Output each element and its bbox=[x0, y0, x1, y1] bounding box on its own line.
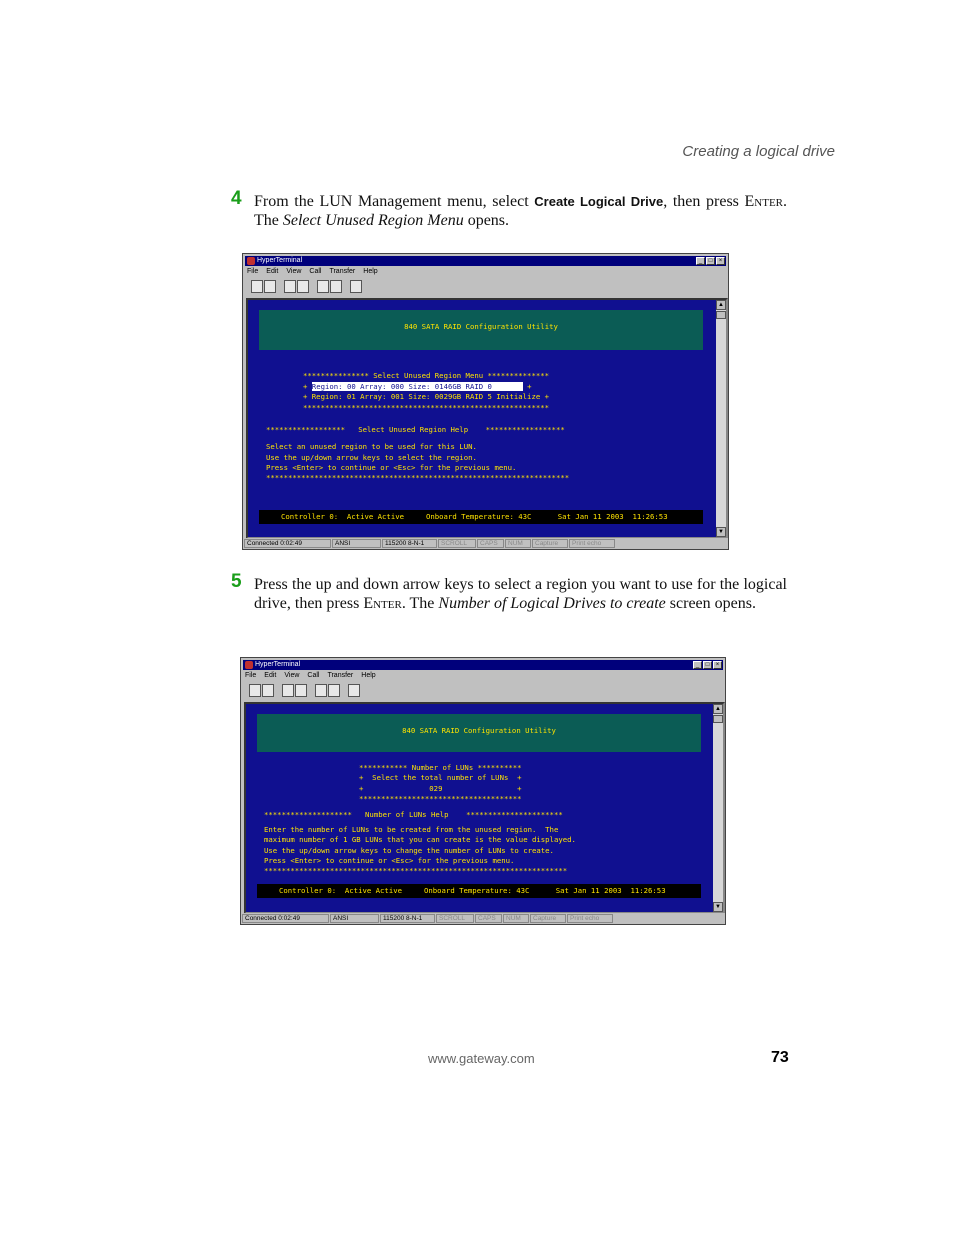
vertical-scrollbar[interactable] bbox=[713, 704, 723, 912]
print-echo-indicator: Print echo bbox=[567, 914, 613, 923]
controller-status: Controller 0: Active Active Onboard Temperature: 43C Sat Jan 11 2003 11:26:53 bbox=[257, 884, 701, 898]
help-line: Use the up/down arrow keys to select the region. bbox=[266, 453, 477, 462]
open-icon[interactable] bbox=[264, 280, 276, 293]
window-status-bar bbox=[243, 538, 728, 549]
menu-edit[interactable]: Edit bbox=[266, 268, 279, 275]
terminal-frame bbox=[244, 702, 725, 914]
num-indicator: NUM bbox=[505, 539, 531, 548]
menu-file[interactable]: File bbox=[245, 672, 257, 679]
minimize-icon[interactable]: _ bbox=[693, 661, 702, 669]
selected-region-line: + Region: 00 Array: 000 Size: 0146GB RAID 0 + bbox=[303, 382, 532, 391]
caps-indicator: CAPS bbox=[475, 914, 502, 923]
port-settings: 115200 8-N-1 bbox=[380, 914, 435, 923]
scroll-down-icon[interactable]: ▼ bbox=[713, 902, 723, 912]
lun-count-line[interactable]: + 029 + bbox=[359, 784, 522, 793]
controller-status: Controller 0: Active Active Onboard Temperature: 43C Sat Jan 11 2003 11:26:53 bbox=[259, 510, 703, 524]
caps-indicator: CAPS bbox=[477, 539, 504, 548]
window-title: HyperTerminal bbox=[257, 257, 303, 264]
close-icon[interactable]: × bbox=[716, 257, 725, 265]
print-echo-indicator: Print echo bbox=[569, 539, 615, 548]
menu-view[interactable]: View bbox=[284, 672, 300, 679]
scroll-up-icon[interactable]: ▲ bbox=[716, 300, 726, 310]
num-indicator: NUM bbox=[503, 914, 529, 923]
connected-time: Connected 0:02:49 bbox=[244, 539, 331, 548]
help-line: Use the up/down arrow keys to change the number of LUNs to create. bbox=[264, 846, 554, 855]
help-line: Select an unused region to be used for this LUN. bbox=[266, 442, 477, 451]
title-bar bbox=[245, 256, 726, 266]
emulation: ANSI bbox=[330, 914, 379, 923]
page-number: 73 bbox=[771, 1049, 789, 1066]
help-line: Press <Enter> to continue or <Esc> for the previous menu. bbox=[264, 856, 515, 865]
receive-icon[interactable] bbox=[328, 684, 340, 697]
window-title: HyperTerminal bbox=[255, 661, 301, 668]
hyperterminal-icon bbox=[245, 661, 253, 669]
properties-icon[interactable] bbox=[350, 280, 362, 293]
key-name: Enter bbox=[363, 595, 402, 612]
port-settings: 115200 8-N-1 bbox=[382, 539, 437, 548]
hyperterminal-window-1 bbox=[242, 253, 729, 550]
help-line: Press <Enter> to continue or <Esc> for the previous menu. bbox=[266, 463, 517, 472]
properties-icon[interactable] bbox=[348, 684, 360, 697]
selected-region[interactable]: Region: 00 Array: 000 Size: 0146GB RAID 0 bbox=[311, 382, 523, 391]
help-footer-line: ********************************************************************* bbox=[266, 473, 570, 482]
scroll-down-icon[interactable]: ▼ bbox=[716, 527, 726, 537]
menu-transfer[interactable]: Transfer bbox=[327, 672, 354, 679]
menu-transfer[interactable]: Transfer bbox=[329, 268, 356, 275]
connect-icon[interactable] bbox=[282, 684, 294, 697]
hyperterminal-window-2 bbox=[240, 657, 726, 925]
hyperterminal-icon bbox=[247, 257, 255, 265]
banner: 840 SATA RAID Configuration Utility bbox=[259, 310, 703, 350]
menu-edit[interactable]: Edit bbox=[264, 672, 277, 679]
menu-help[interactable]: Help bbox=[363, 268, 378, 275]
disconnect-icon[interactable] bbox=[295, 684, 307, 697]
step-number: 4 bbox=[231, 188, 242, 209]
window-status-bar bbox=[241, 913, 725, 924]
step-text: From the LUN Management menu, select Create Logical Drive, then press Enter. The Select Unused Region Menu opens. bbox=[254, 193, 788, 229]
receive-icon[interactable] bbox=[330, 280, 342, 293]
help-header-line: ****************** Select Unused Region Help ****************** bbox=[266, 425, 565, 434]
screen-name: Number of Logical Drives to create bbox=[438, 595, 666, 612]
new-connection-icon[interactable] bbox=[251, 280, 263, 293]
key-name: Enter bbox=[744, 193, 784, 210]
maximize-icon[interactable]: □ bbox=[706, 257, 715, 265]
banner: 840 SATA RAID Configuration Utility bbox=[257, 714, 701, 752]
menu-call[interactable]: Call bbox=[307, 672, 320, 679]
step-text: Press the up and down arrow keys to select a region you want to use for the logical drive, then press Enter. The Number of Logical Drives to create screen opens. bbox=[254, 576, 787, 612]
maximize-icon[interactable]: □ bbox=[703, 661, 712, 669]
help-line: maximum number of 1 GB LUNs that you can create is the value displayed. bbox=[264, 835, 576, 844]
scroll-indicator: SCROLL bbox=[438, 539, 476, 548]
title-bar bbox=[243, 660, 723, 670]
vertical-scrollbar[interactable] bbox=[716, 300, 726, 537]
open-icon[interactable] bbox=[262, 684, 274, 697]
new-connection-icon[interactable] bbox=[249, 684, 261, 697]
screen-name: Select Unused Region Menu bbox=[282, 212, 464, 229]
menu-bar bbox=[245, 672, 384, 679]
capture-indicator: Capture bbox=[530, 914, 566, 923]
step-5 bbox=[231, 571, 787, 613]
menu-view[interactable]: View bbox=[286, 268, 302, 275]
menu-header-line: *************** Select Unused Region Menu ************** bbox=[303, 371, 550, 380]
connect-icon[interactable] bbox=[284, 280, 296, 293]
menu-footer-line: ******************************************************** bbox=[303, 403, 550, 412]
terminal-frame bbox=[246, 298, 728, 539]
terminal-screen[interactable] bbox=[246, 704, 713, 912]
scroll-thumb[interactable] bbox=[716, 311, 726, 319]
menu-bar bbox=[247, 268, 386, 275]
menu-help[interactable]: Help bbox=[361, 672, 376, 679]
scroll-thumb[interactable] bbox=[713, 715, 723, 723]
disconnect-icon[interactable] bbox=[297, 280, 309, 293]
connected-time: Connected 0:02:49 bbox=[242, 914, 329, 923]
prompt-line: + Select the total number of LUNs + bbox=[359, 773, 522, 782]
menu-call[interactable]: Call bbox=[309, 268, 322, 275]
minimize-icon[interactable]: _ bbox=[696, 257, 705, 265]
capture-indicator: Capture bbox=[532, 539, 568, 548]
terminal-screen[interactable] bbox=[248, 300, 716, 537]
menu-footer-line: ************************************* bbox=[359, 794, 522, 803]
step-4 bbox=[231, 188, 788, 230]
help-header-line: ******************** Number of LUNs Help ********************** bbox=[264, 810, 563, 819]
scroll-indicator: SCROLL bbox=[436, 914, 474, 923]
menu-file[interactable]: File bbox=[247, 268, 259, 275]
help-line: Enter the number of LUNs to be created from the unused region. The bbox=[264, 825, 559, 834]
ui-reference: Create Logical Drive bbox=[534, 194, 664, 209]
scroll-up-icon[interactable]: ▲ bbox=[713, 704, 723, 714]
menu-header-line: *********** Number of LUNs ********** bbox=[359, 763, 522, 772]
running-head: Creating a logical drive bbox=[682, 143, 835, 160]
step-number: 5 bbox=[231, 571, 242, 592]
region-line[interactable]: + Region: 01 Array: 001 Size: 0029GB RAID 5 Initialize + bbox=[303, 392, 550, 401]
close-icon[interactable]: × bbox=[713, 661, 722, 669]
emulation: ANSI bbox=[332, 539, 381, 548]
send-icon[interactable] bbox=[317, 280, 329, 293]
footer-url: www.gateway.com bbox=[428, 1051, 535, 1066]
help-footer-line: ********************************************************************* bbox=[264, 866, 568, 875]
send-icon[interactable] bbox=[315, 684, 327, 697]
